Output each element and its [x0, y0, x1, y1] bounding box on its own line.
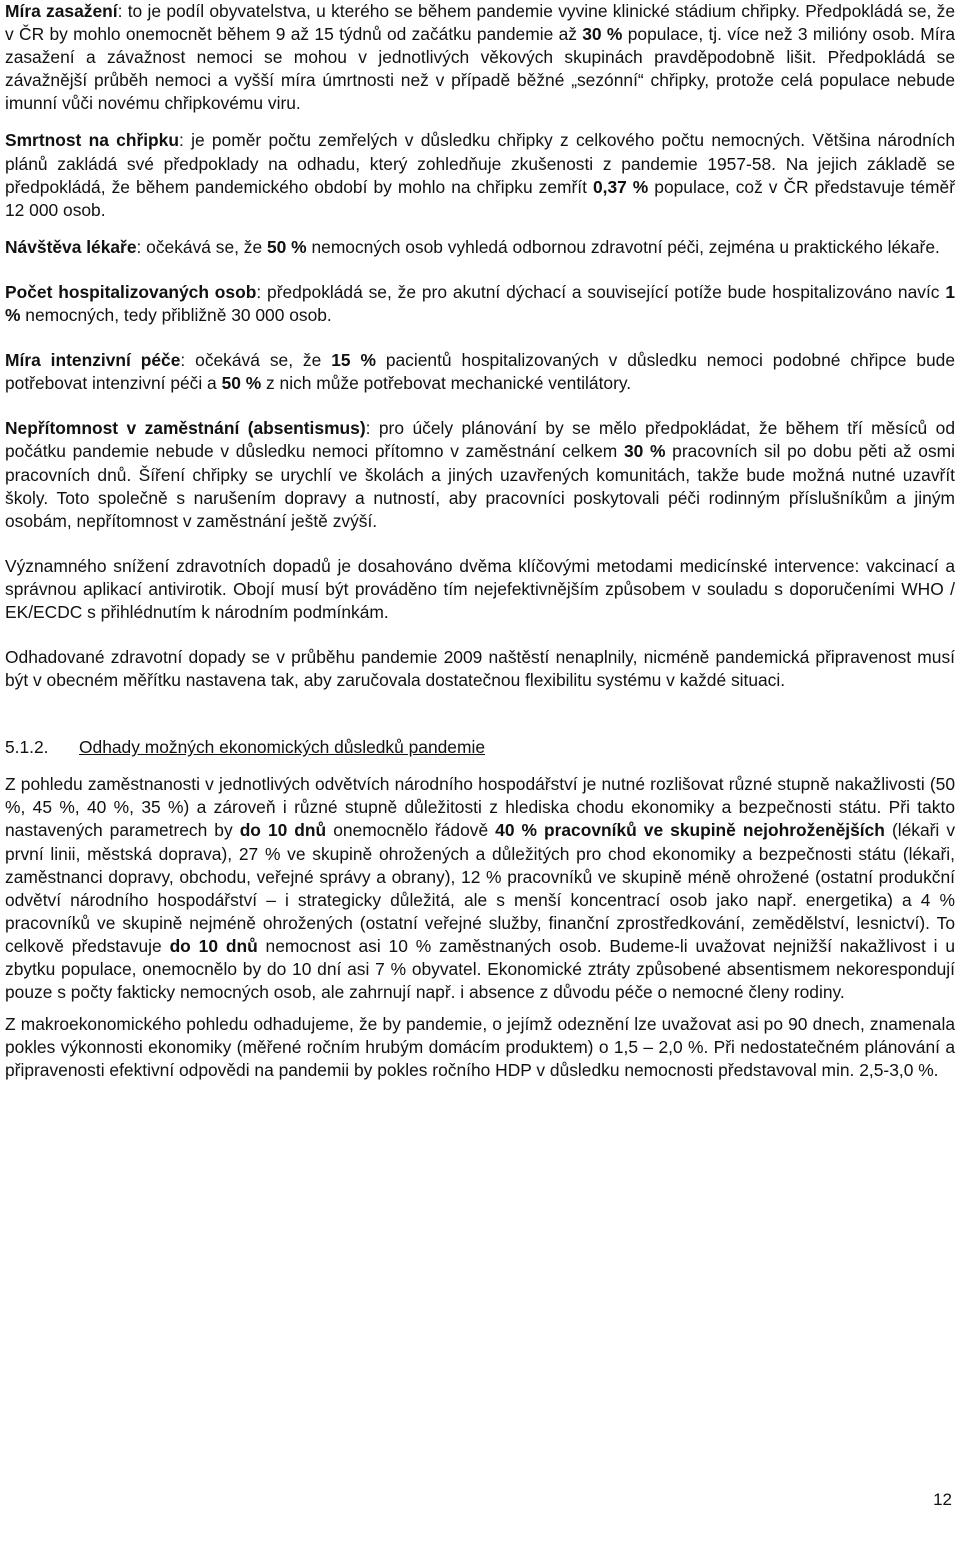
section-title: Odhady možných ekonomických důsledků pandemie: [79, 737, 486, 758]
paragraph-attack-rate: Míra zasažení: to je podíl obyvatelstva, u kterého se během pandemie vyvine klinické stádium chřipky. Předpokládá se, že v ČR by mohlo onemocnět během 9 až 15 týdnů od začátku pandemie až 30 % populace, tj. více než 3 milióny osob. Míra zasažení a závažnost nemoci se mohou v jednotlivých věkových skupinách pravděpodobně lišit. Předpokládá se závažnější průběh nemoci a vyšší míra úmrtnosti než v případě běžné „sezónní“ chřipky, protože celá populace nebude imunní vůči novému chřipkovému viru.: [5, 1, 955, 114]
paragraph-employment: Z pohledu zaměstnanosti v jednotlivých odvětvích národního hospodářství je nutné rozlišovat různé stupně nakažlivosti (50 %, 45 %, 40 %, 35 %) a zároveň i různé stupně důležitosti z hlediska chodu ekonomiky a bezpečnosti státu. Při takto nastavených parametrech by do 10 dnů onemocnělo řádově 40 % pracovníků ve skupině nejohroženějších (lékaři v první linii, městská doprava), 27 % ve skupině ohrožených a důležitých pro chod ekonomiky a bezpečnosti státu (lékaři, zaměstnanci dopravy, obchodu, veřejné správy a obrany), 12 % pracovníků ve skupině méně ohrožené (ostatní produkční odvětví národního hospodářství – i strategicky důležitá, ale s menší koncentrací osob jako např. energetika) a 4 % pracovníků ve skupině nejméně ohrožených (ostatní veřejné služby, finanční zprostředkování, zemědělství, lesnictví). To celkově představuje do 10 dnů nemocnost asi 10 % zaměstnaných osob. Budeme-li uvažovat nejnižší nakažlivost i u zbytku populace, onemocnělo by do 10 dní asi 7 % obyvatel. Ekonomické ztráty způsobené absentismem nekorespondují pouze s počty fakticky nemocných osob, ale zahrnují např. i absence z důvodu péče o nemocné členy rodiny.: [5, 774, 956, 1003]
paragraph-doctor-visits: Návštěva lékaře: očekává se, že 50 % nemocných osob vyhledá odbornou zdravotní péči, zejména u praktického lékaře.: [5, 236, 940, 257]
term-doctor-visits: Návštěva lékaře: [5, 236, 137, 257]
paragraph-intensive-care: Míra intenzivní péče: očekává se, že 15 % pacientů hospitalizovaných v důsledku nemoci podobné chřipce bude potřebovat intenzivní péči a 50 % z nich může potřebovat mechanické ventilátory.: [5, 350, 956, 394]
section-number: 5.1.2.: [5, 737, 49, 758]
paragraph-absenteeism: Nepřítomnost v zaměstnání (absentismus): pro účely plánování by se mělo předpokládat, že během tří měsíců od počátku pandemie nebude v důsledku nemoci přítomno v zaměstnání celkem 30 % pracovních sil po dobu pěti až osmi pracovních dnů. Šíření chřipky se urychlí ve školách a jiných uzavřených komunitách, takže bude možná nutné uzavřít školy. Toto společně s narušením dopravy a nutností, aby pracovníci poskytovali péči rodinným příslušníkům a jiným osobám, nepřítomnost v zaměstnání ještě zvýší.: [5, 418, 956, 531]
term-hospitalizations: Počet hospitalizovaných osob: [5, 281, 257, 302]
paragraph-intervention: Významného snížení zdravotních dopadů je dosahováno dvěma klíčovými metodami medicínské intervence: vakcinací a správnou aplikací antivirotik. Obojí musí být prováděno tím nejefektivnějším způsobem v souladu s doporučeními WHO / EK/ECDC s přihlédnutím k národním podmínkám.: [5, 555, 955, 622]
paragraph-2009-pandemic: Odhadované zdravotní dopady se v průběhu pandemie 2009 naštěstí nenaplnily, nicméně pandemická připravenost musí být v obecném měřítku nastavena tak, aby zaručovala dostatečnou flexibilitu systému v každé situaci.: [5, 647, 955, 691]
document-page: [5, 0, 955, 1082]
paragraph-macroeconomic: Z makroekonomického pohledu odhadujeme, že by pandemie, o jejímž odeznění lze uvažovat asi po 90 dnech, znamenala pokles výkonnosti ekonomiky (měřené ročním hrubým domácím produktem) o 1,5 – 2,0 %. Při nedostatečném plánování a připravenosti efektivní odpovědi na pandemii by pokles ročního HDP v důsledku nemocnosti představoval min. 2,5-3,0 %.: [5, 1014, 955, 1081]
term-intensive-care: Míra intenzivní péče: [5, 350, 181, 371]
term-case-fatality: Smrtnost na chřipku: [5, 130, 179, 151]
term-absenteeism: Nepřítomnost v zaměstnání (absentismus): [5, 418, 366, 439]
term-attack-rate: Míra zasažení: [5, 1, 118, 21]
page-number: 12: [933, 1490, 952, 1509]
paragraph-hospitalizations: Počet hospitalizovaných osob: předpokládá se, že pro akutní dýchací a související potíže bude hospitalizováno navíc 1 % nemocných, tedy přibližně 30 000 osob.: [5, 281, 956, 326]
section-heading: [5, 736, 955, 759]
paragraph-case-fatality: Smrtnost na chřipku: je poměr počtu zemřelých v důsledku chřipky z celkového počtu nemocných. Většina národních plánů zakládá své předpoklady na odhadu, který zohledňuje zkušenosti z pandemie 1957-58. Na jejich základě se předpokládá, že během pandemického období by mohlo na chřipku zemřít 0,37 % populace, což v ČR představuje téměř 12 000 osob.: [5, 130, 955, 220]
